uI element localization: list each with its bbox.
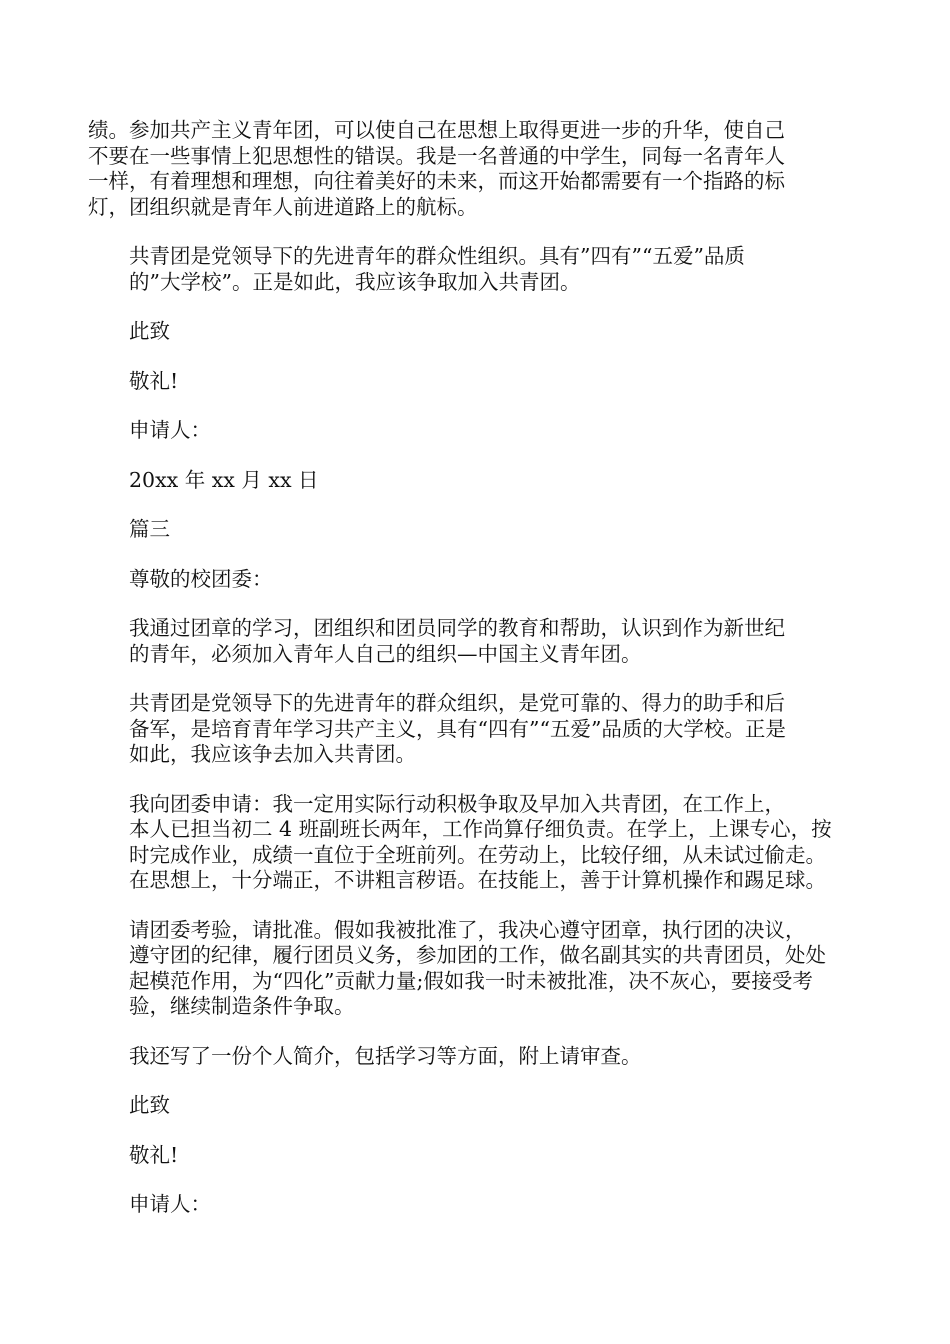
text-line: 共青团是党领导下的先进青年的群众性组织。具有”四有”“五爱”品质: [129, 244, 745, 268]
text-line: 一样，有着理想和理想，向往着美好的未来，而这开始都需要有一个指路的标: [88, 169, 785, 193]
text-line: 的”大学校”。正是如此，我应该争取加入共青团。: [129, 269, 581, 294]
paragraph: [88, 1143, 860, 1169]
text-line: 请团委考验，请批准。假如我被批准了，我决心遵守团章，执行团的决议，: [129, 917, 806, 942]
text-line: 灯，团组织就是青年人前进道路上的航标。: [88, 194, 478, 219]
paragraph: [88, 918, 860, 1020]
text-line: 起模范作用，为“四化”贡献力量;假如我一时未被批准，决不灰心，要接受考: [129, 968, 813, 993]
paragraph: [88, 1192, 860, 1218]
text-line: 共青团是党领导下的先进青年的群众组织，是党可靠的、得力的助手和后: [129, 691, 785, 715]
paragraph: [88, 418, 860, 444]
text-line: 绩。参加共产主义青年团，可以使自己在思想上取得更进一步的升华，使自己: [88, 118, 785, 142]
text-line: 不要在一些事情上犯思想性的错误。我是一名普通的中学生，同每一名青年人: [88, 143, 785, 168]
text-line: 篇三: [129, 517, 170, 541]
paragraph: [88, 1093, 860, 1119]
paragraph: [88, 369, 860, 395]
paragraph: [88, 517, 860, 543]
text-line: 本人已担当初二 4 班副班长两年，工作尚算仔细负责。在学上，上课专心，按: [129, 817, 832, 841]
text-line: 我向团委申请：我一定用实际行动积极争取及早加入共青团，在工作上，: [129, 791, 785, 816]
paragraph: [88, 1044, 860, 1070]
text-line: 我通过团章的学习，团组织和团员同学的教育和帮助，认识到作为新世纪: [129, 616, 785, 640]
text-line: 20xx 年 xx 月 xx 日: [129, 467, 319, 492]
text-line: 申请人：: [129, 1192, 211, 1216]
text-line: 如此，我应该争去加入共青团。: [129, 742, 416, 766]
text-line: 的青年，必须加入青年人自己的组织—中国主义青年团。: [129, 641, 642, 666]
text-line: 敬礼!: [129, 368, 179, 393]
paragraph: [88, 616, 860, 667]
text-line: 申请人：: [129, 418, 211, 442]
text-line: 遵守团的纪律，履行团员义务，参加团的工作，做名副其实的共青团员，处处: [129, 943, 826, 967]
text-line: 验，继续制造条件争取。: [129, 994, 355, 1018]
text-line: 此致: [129, 319, 170, 343]
text-line: 尊敬的校团委：: [129, 566, 273, 591]
paragraph: [88, 567, 860, 593]
text-line: 在思想上，十分端正，不讲粗言秽语。在技能上，善于计算机操作和踢足球。: [129, 868, 826, 892]
text-line: 此致: [129, 1093, 170, 1117]
paragraph: [88, 468, 860, 494]
text-line: 我还写了一份个人简介，包括学习等方面，附上请审查。: [129, 1043, 642, 1068]
text-line: 敬礼!: [129, 1142, 179, 1167]
text-line: 时完成作业，成绩一直位于全班前列。在劳动上，比较仔细，从未试过偷走。: [129, 842, 826, 867]
paragraph: [88, 244, 860, 295]
document-page: [88, 118, 860, 1242]
paragraph: [88, 319, 860, 345]
text-line: 备军，是培育青年学习共产主义，具有“四有”“五爱”品质的大学校。正是: [129, 716, 786, 741]
paragraph: [88, 118, 860, 220]
paragraph: [88, 792, 860, 894]
paragraph: [88, 691, 860, 768]
